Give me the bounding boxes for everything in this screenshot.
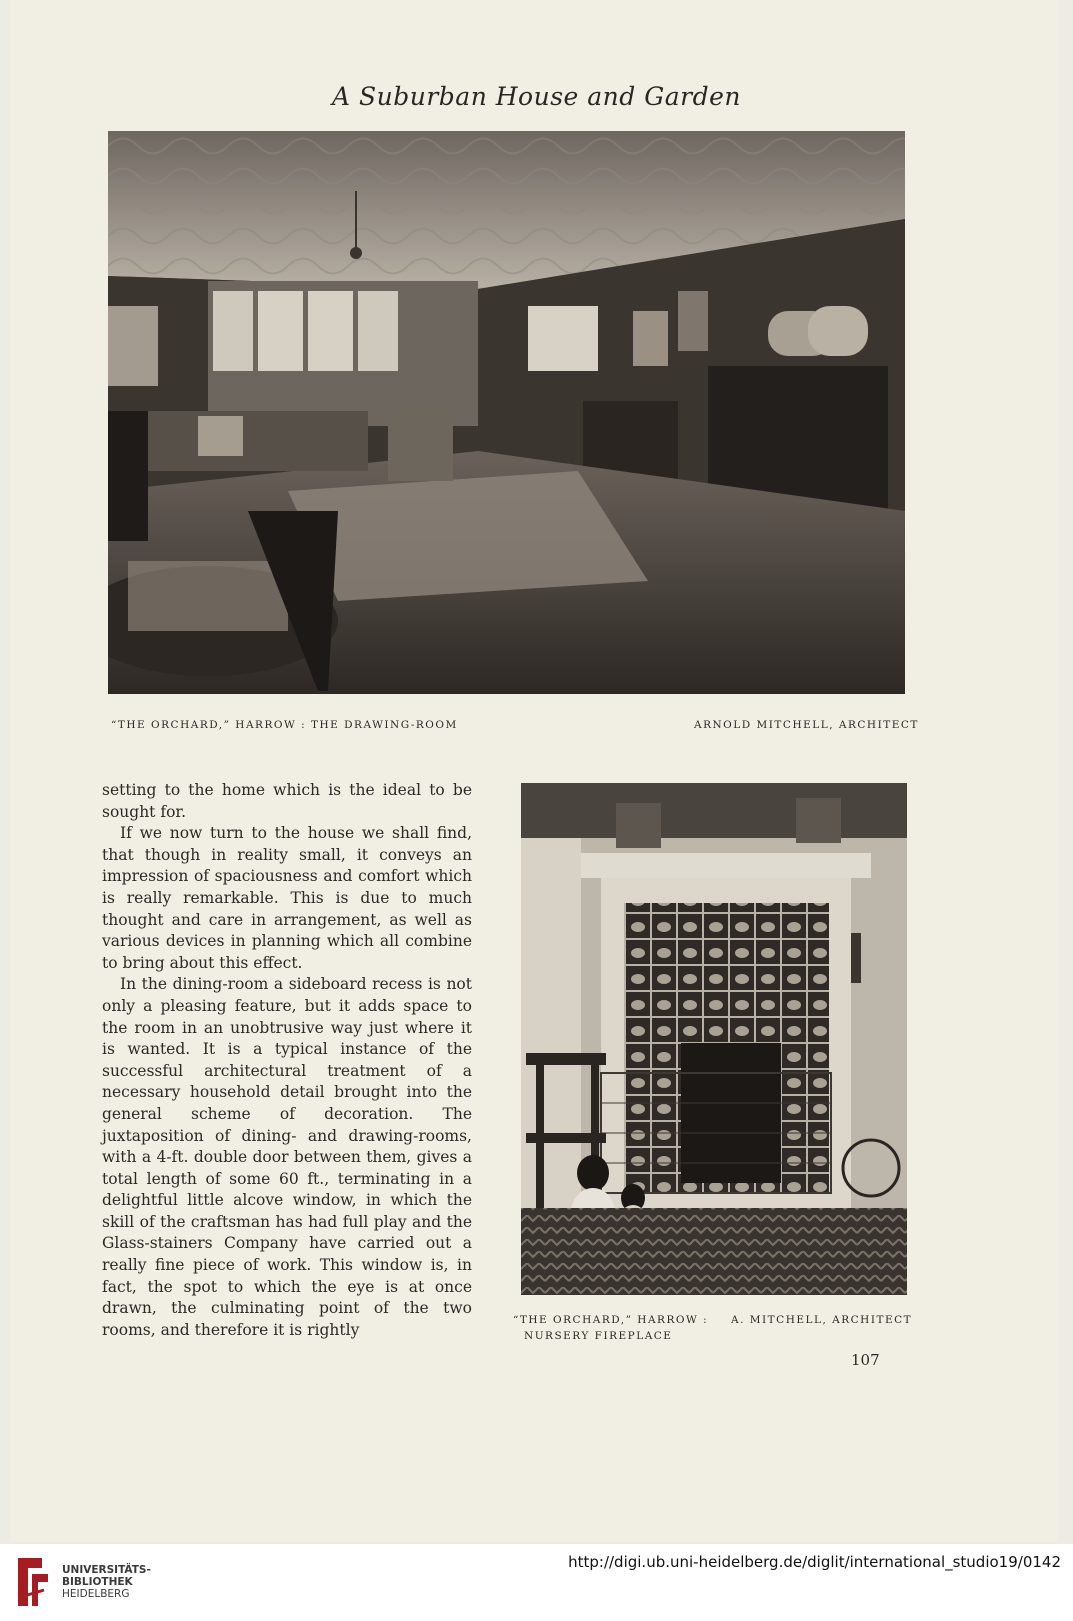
figure1-caption-architect: ARNOLD MITCHELL, ARCHITECT: [694, 719, 919, 731]
library-name-line1: UNIVERSITÄTS-: [62, 1564, 151, 1576]
figure1-caption-title: “THE ORCHARD,” HARROW : THE DRAWING-ROOM: [111, 719, 458, 731]
nursery-fireplace-photograph: [521, 783, 907, 1295]
paragraph-1: setting to the home which is the ideal to be sought for.: [102, 781, 472, 821]
drawing-room-photograph: [108, 131, 905, 694]
figure2-caption-title: “THE ORCHARD,” HARROW :: [513, 1314, 709, 1326]
library-logo-icon: [14, 1554, 52, 1610]
running-title: A Suburban House and Garden: [332, 82, 741, 111]
library-name-line3: HEIDELBERG: [62, 1588, 130, 1600]
library-name-line2: BIBLIOTHEK: [62, 1576, 133, 1588]
page-number: 107: [851, 1351, 880, 1369]
figure2-caption-subject: NURSERY FIREPLACE: [524, 1330, 673, 1342]
library-name: [62, 1564, 151, 1600]
figure2-caption-architect: A. MITCHELL, ARCHITECT: [731, 1314, 913, 1326]
paragraph-2: If we now turn to the house we shall find, that though in reality small, it conveys an impression of spaciousness and comfort which is really remarkable. This is due to much thought and care in arrangement, as well as various devices in planning which all combine to bring about this effect.: [102, 824, 472, 972]
permalink-url[interactable]: http://digi.ub.uni-heidelberg.de/diglit/international_studio19/0142: [568, 1553, 1061, 1571]
body-text-column: [102, 780, 472, 1341]
paragraph-3: In the dining-room a sideboard recess is not only a pleasing feature, but it adds space to the room in an unobtrusive way just where it is wanted. It is a typical instance of the successful architectural treatment of a necessary household detail brought into the general scheme of decoration. The juxtaposition of dining- and drawing-rooms, with a 4-ft. double door between them, gives a total length of some 60 ft., terminating in a delightful little alcove window, in which the skill of the craftsman has had full play and the Glass-stainers Company have carried out a really fine piece of work. This window is, in fact, the spot to which the eye is at once drawn, the culminating point of the two rooms, and therefore it is rightly: [102, 975, 472, 1339]
